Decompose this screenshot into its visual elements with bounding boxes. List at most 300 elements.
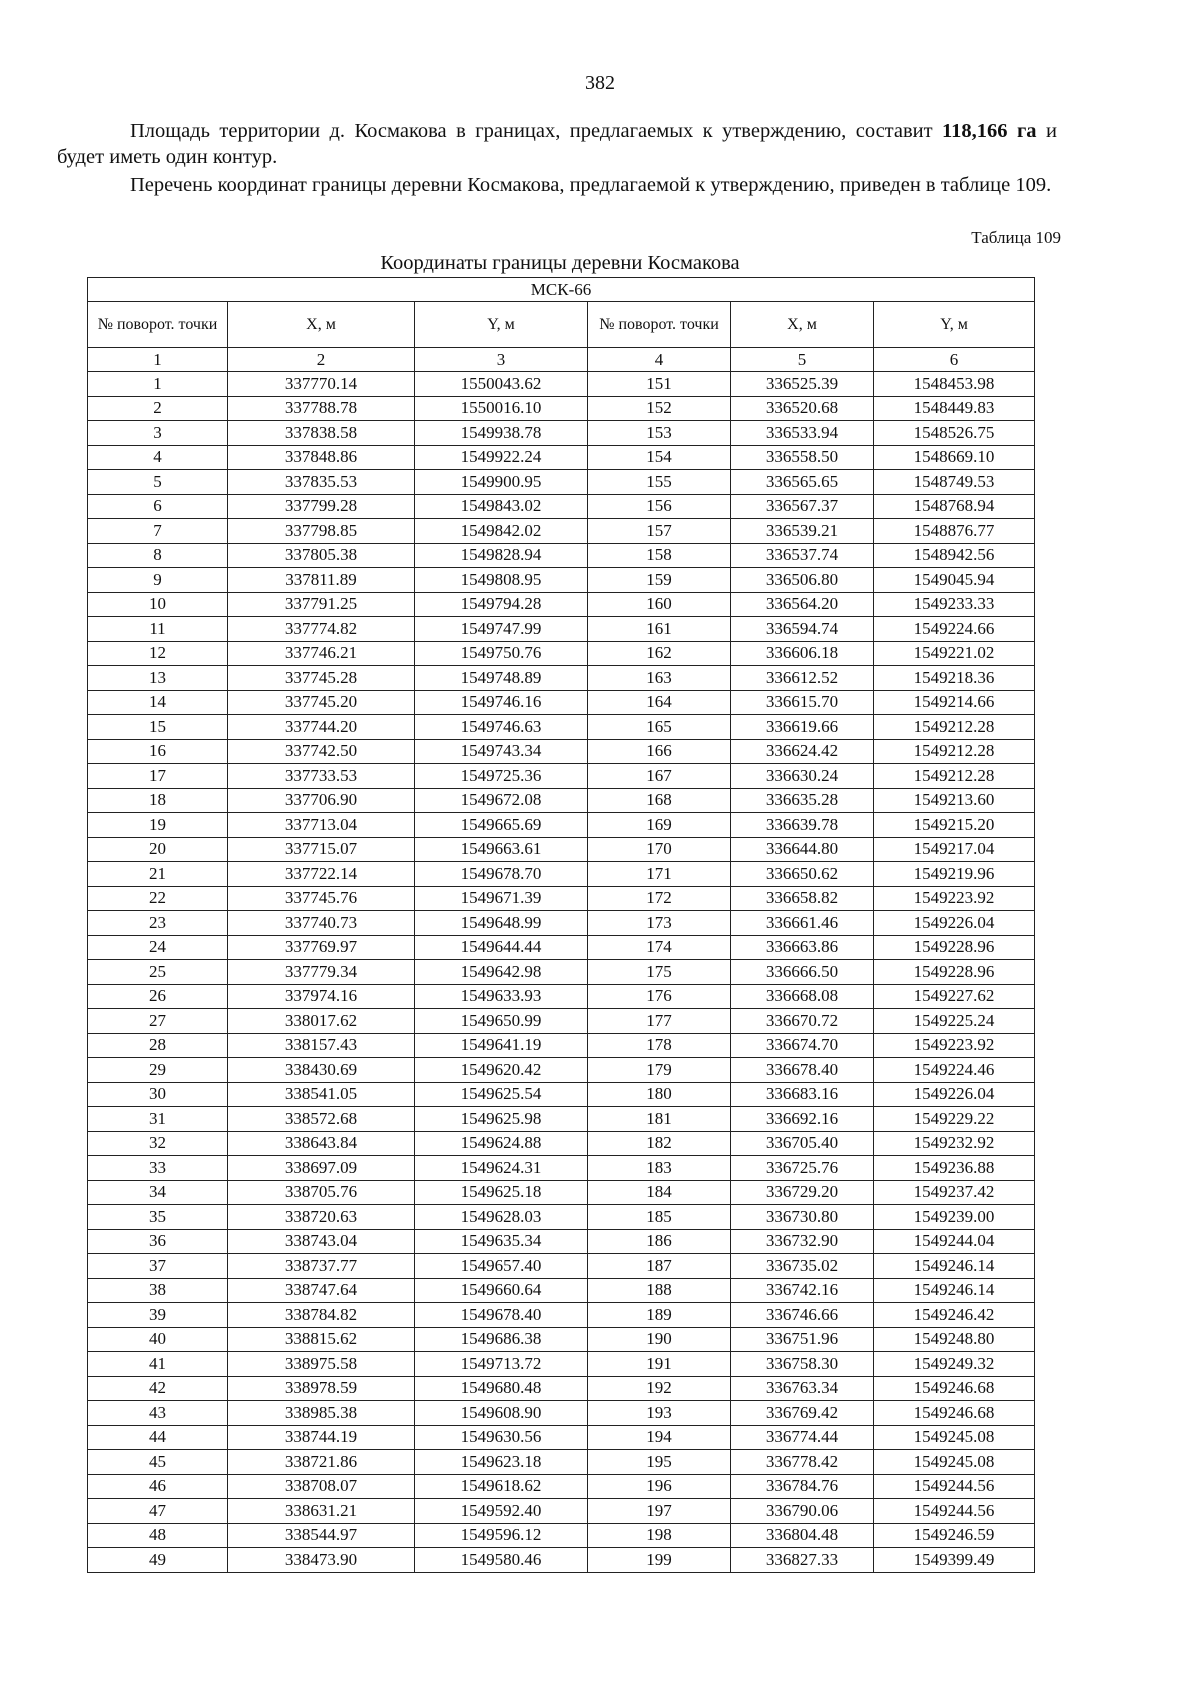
table-cell: 1549249.32: [874, 1352, 1035, 1377]
table-cell: 153: [588, 421, 731, 446]
table-cell: 29: [88, 1058, 228, 1083]
table-cell: 338157.43: [228, 1033, 415, 1058]
table-cell: 336533.94: [731, 421, 874, 446]
table-cell: 1549246.42: [874, 1303, 1035, 1328]
table-cell: 198: [588, 1523, 731, 1548]
table-cell: 1549245.08: [874, 1425, 1035, 1450]
column-header: № поворот. точки: [88, 302, 228, 348]
table-cell: 336705.40: [731, 1131, 874, 1156]
table-cell: 1550043.62: [415, 372, 588, 397]
table-cell: 338743.04: [228, 1229, 415, 1254]
table-cell: 337791.25: [228, 592, 415, 617]
table-cell: 48: [88, 1523, 228, 1548]
table-cell: 336525.39: [731, 372, 874, 397]
table-cell: 1549642.98: [415, 960, 588, 985]
table-row: [88, 1180, 1035, 1205]
table-cell: 337779.34: [228, 960, 415, 985]
table-cell: 1549212.28: [874, 764, 1035, 789]
table-cell: 338784.82: [228, 1303, 415, 1328]
table-cell: 162: [588, 641, 731, 666]
table-cell: 1549596.12: [415, 1523, 588, 1548]
table-cell: 336635.28: [731, 788, 874, 813]
table-cell: 338473.90: [228, 1548, 415, 1573]
table-cell: 1548749.53: [874, 470, 1035, 495]
table-row: [88, 1205, 1035, 1230]
table-cell: 185: [588, 1205, 731, 1230]
table-cell: 199: [588, 1548, 731, 1573]
table-cell: 1549228.96: [874, 960, 1035, 985]
table-cell: 176: [588, 984, 731, 1009]
table-cell: 337745.28: [228, 666, 415, 691]
table-cell: 337745.20: [228, 690, 415, 715]
table-cell: 1549663.61: [415, 837, 588, 862]
table-cell: 338815.62: [228, 1327, 415, 1352]
table-cell: 336683.16: [731, 1082, 874, 1107]
table-cell: 337722.14: [228, 862, 415, 887]
table-cell: 165: [588, 715, 731, 740]
table-cell: 1549665.69: [415, 813, 588, 838]
table-cell: 1549226.04: [874, 911, 1035, 936]
table-row: [88, 764, 1035, 789]
table-row: [88, 715, 1035, 740]
table-cell: 336624.42: [731, 739, 874, 764]
table-cell: 336565.65: [731, 470, 874, 495]
table-cell: 337799.28: [228, 494, 415, 519]
table-cell: 156: [588, 494, 731, 519]
table-cell: 338721.86: [228, 1450, 415, 1475]
table-cell: 336725.76: [731, 1156, 874, 1181]
table-cell: 1549212.28: [874, 739, 1035, 764]
table-cell: 336612.52: [731, 666, 874, 691]
area-value: 118,166 га: [942, 120, 1037, 142]
table-row: [88, 1352, 1035, 1377]
table-cell: 337774.82: [228, 617, 415, 642]
table-cell: 1549228.96: [874, 935, 1035, 960]
table-cell: 338985.38: [228, 1401, 415, 1426]
table-cell: 1549224.66: [874, 617, 1035, 642]
table-label: Таблица 109: [971, 228, 1061, 247]
table-cell: 151: [588, 372, 731, 397]
table-cell: 1549233.33: [874, 592, 1035, 617]
table-cell: 161: [588, 617, 731, 642]
table-cell: 1549743.34: [415, 739, 588, 764]
table-cell: 16: [88, 739, 228, 764]
table-cell: 38: [88, 1278, 228, 1303]
table-cell: 1549808.95: [415, 568, 588, 593]
table-cell: 1: [88, 372, 228, 397]
table-cell: 172: [588, 886, 731, 911]
table-cell: 1549245.08: [874, 1450, 1035, 1475]
table-cell: 49: [88, 1548, 228, 1573]
table-cell: 1549900.95: [415, 470, 588, 495]
table-cell: 337713.04: [228, 813, 415, 838]
table-cell: 33: [88, 1156, 228, 1181]
table-cell: 194: [588, 1425, 731, 1450]
table-cell: 1549938.78: [415, 421, 588, 446]
table-cell: 336658.82: [731, 886, 874, 911]
table-cell: 336666.50: [731, 960, 874, 985]
paragraph-area-text: Площадь территории д. Космакова в границах, предлагаемых к утверждению, составит: [130, 120, 943, 142]
table-cell: 1549657.40: [415, 1254, 588, 1279]
table-row: [88, 788, 1035, 813]
table-cell: 337769.97: [228, 935, 415, 960]
table-cell: 1549246.14: [874, 1278, 1035, 1303]
column-header: № поворот. точки: [588, 302, 731, 348]
table-cell: 14: [88, 690, 228, 715]
table-cell: 336758.30: [731, 1352, 874, 1377]
table-cell: 336778.42: [731, 1450, 874, 1475]
table-cell: 1549225.24: [874, 1009, 1035, 1034]
table-cell: 37: [88, 1254, 228, 1279]
table-cell: 336650.62: [731, 862, 874, 887]
table-cell: 336774.44: [731, 1425, 874, 1450]
column-number: 3: [415, 348, 588, 372]
table-cell: 336594.74: [731, 617, 874, 642]
table-row: [88, 1131, 1035, 1156]
table-cell: 1549623.18: [415, 1450, 588, 1475]
table-cell: 9: [88, 568, 228, 593]
table-cell: 1549246.68: [874, 1401, 1035, 1426]
table-row: [88, 372, 1035, 397]
table-cell: 337742.50: [228, 739, 415, 764]
table-cell: 336639.78: [731, 813, 874, 838]
table-cell: 168: [588, 788, 731, 813]
table-cell: 1549592.40: [415, 1499, 588, 1524]
table-cell: 44: [88, 1425, 228, 1450]
table-cell: 21: [88, 862, 228, 887]
table-cell: 338708.07: [228, 1474, 415, 1499]
table-row: [88, 421, 1035, 446]
table-cell: 1549828.94: [415, 543, 588, 568]
table-cell: 22: [88, 886, 228, 911]
table-cell: 1548669.10: [874, 445, 1035, 470]
table-cell: 1549620.42: [415, 1058, 588, 1083]
table-cell: 13: [88, 666, 228, 691]
table-cell: 338975.58: [228, 1352, 415, 1377]
table-cell: 1549218.36: [874, 666, 1035, 691]
table-cell: 338747.64: [228, 1278, 415, 1303]
column-header: Y, м: [415, 302, 588, 348]
table-cell: 1549713.72: [415, 1352, 588, 1377]
table-cell: 182: [588, 1131, 731, 1156]
column-number: 1: [88, 348, 228, 372]
table-cell: 336790.06: [731, 1499, 874, 1524]
table-cell: 195: [588, 1450, 731, 1475]
table-cell: 1549625.54: [415, 1082, 588, 1107]
table-cell: 336668.08: [731, 984, 874, 1009]
table-cell: 337706.90: [228, 788, 415, 813]
table-cell: 160: [588, 592, 731, 617]
table-cell: 1549214.66: [874, 690, 1035, 715]
table-cell: 174: [588, 935, 731, 960]
table-row: [88, 1327, 1035, 1352]
table-cell: 158: [588, 543, 731, 568]
table-cell: 1548453.98: [874, 372, 1035, 397]
table-cell: 167: [588, 764, 731, 789]
table-row: [88, 1156, 1035, 1181]
table-cell: 1549246.14: [874, 1254, 1035, 1279]
table-cell: 337770.14: [228, 372, 415, 397]
table-cell: 338720.63: [228, 1205, 415, 1230]
table-cell: 45: [88, 1450, 228, 1475]
table-cell: 190: [588, 1327, 731, 1352]
table-cell: 1549217.04: [874, 837, 1035, 862]
table-cell: 1550016.10: [415, 396, 588, 421]
table-cell: 1549227.62: [874, 984, 1035, 1009]
table-cell: 1549399.49: [874, 1548, 1035, 1573]
table-cell: 1549672.08: [415, 788, 588, 813]
table-row: [88, 470, 1035, 495]
table-cell: 170: [588, 837, 731, 862]
table-row: [88, 494, 1035, 519]
table-row: [88, 1425, 1035, 1450]
table-row: [88, 935, 1035, 960]
table-cell: 337744.20: [228, 715, 415, 740]
table-cell: 336644.80: [731, 837, 874, 862]
table-cell: 336506.80: [731, 568, 874, 593]
table-cell: 337746.21: [228, 641, 415, 666]
table-cell: 1549232.92: [874, 1131, 1035, 1156]
column-header: Y, м: [874, 302, 1035, 348]
table-cell: 336564.20: [731, 592, 874, 617]
table-cell: 1549246.68: [874, 1376, 1035, 1401]
table-cell: 8: [88, 543, 228, 568]
table-row: [88, 1058, 1035, 1083]
table-cell: 1549246.59: [874, 1523, 1035, 1548]
table-cell: 1549725.36: [415, 764, 588, 789]
table-cell: 338705.76: [228, 1180, 415, 1205]
table-cell: 1549746.16: [415, 690, 588, 715]
table-cell: 173: [588, 911, 731, 936]
table-cell: 336674.70: [731, 1033, 874, 1058]
table-cell: 1549648.99: [415, 911, 588, 936]
table-cell: 11: [88, 617, 228, 642]
table-cell: 1549748.89: [415, 666, 588, 691]
column-number: 6: [874, 348, 1035, 372]
table-row: [88, 1401, 1035, 1426]
table-cell: 1549224.46: [874, 1058, 1035, 1083]
table-cell: 1549618.62: [415, 1474, 588, 1499]
table-cell: 1549223.92: [874, 1033, 1035, 1058]
table-cell: 336742.16: [731, 1278, 874, 1303]
table-cell: 191: [588, 1352, 731, 1377]
table-cell: 1549686.38: [415, 1327, 588, 1352]
table-cell: 19: [88, 813, 228, 838]
table-row: [88, 1254, 1035, 1279]
table-row: [88, 1303, 1035, 1328]
table-cell: 178: [588, 1033, 731, 1058]
table-cell: 1549244.04: [874, 1229, 1035, 1254]
table-cell: 20: [88, 837, 228, 862]
table-cell: 1549678.70: [415, 862, 588, 887]
table-cell: 1549239.00: [874, 1205, 1035, 1230]
table-cell: 336558.50: [731, 445, 874, 470]
table-row: [88, 1278, 1035, 1303]
paragraph-area: [57, 118, 1057, 170]
table-cell: 336769.42: [731, 1401, 874, 1426]
coord-system: МСК-66: [88, 278, 1035, 302]
table-row: [88, 690, 1035, 715]
column-header: X, м: [228, 302, 415, 348]
table-cell: 1549580.46: [415, 1548, 588, 1573]
table-cell: 26: [88, 984, 228, 1009]
table-cell: 7: [88, 519, 228, 544]
table-row: [88, 1499, 1035, 1524]
table-cell: 1549221.02: [874, 641, 1035, 666]
table-cell: 186: [588, 1229, 731, 1254]
table-cell: 40: [88, 1327, 228, 1352]
table-cell: 46: [88, 1474, 228, 1499]
table-row: [88, 739, 1035, 764]
table-cell: 1549678.40: [415, 1303, 588, 1328]
column-number: 5: [731, 348, 874, 372]
table-cell: 157: [588, 519, 731, 544]
table-row: [88, 666, 1035, 691]
table-cell: 1549236.88: [874, 1156, 1035, 1181]
table-cell: 337974.16: [228, 984, 415, 1009]
table-row: [88, 592, 1035, 617]
table-row: [88, 960, 1035, 985]
table-cell: 338697.09: [228, 1156, 415, 1181]
table-cell: 159: [588, 568, 731, 593]
table-cell: 336615.70: [731, 690, 874, 715]
table-cell: 47: [88, 1499, 228, 1524]
table-cell: 34: [88, 1180, 228, 1205]
table-cell: 10: [88, 592, 228, 617]
table-cell: 6: [88, 494, 228, 519]
table-cell: 28: [88, 1033, 228, 1058]
table-cell: 1549229.22: [874, 1107, 1035, 1132]
table-cell: 336763.34: [731, 1376, 874, 1401]
table-cell: 336539.21: [731, 519, 874, 544]
table-row: [88, 568, 1035, 593]
table-cell: 336735.02: [731, 1254, 874, 1279]
table-cell: 1549635.34: [415, 1229, 588, 1254]
coordinates-table: [87, 277, 1035, 1573]
table-cell: 1548876.77: [874, 519, 1035, 544]
table-cell: 338978.59: [228, 1376, 415, 1401]
table-cell: 24: [88, 935, 228, 960]
table-cell: 1549680.48: [415, 1376, 588, 1401]
table-cell: 17: [88, 764, 228, 789]
table-cell: 338737.77: [228, 1254, 415, 1279]
table-cell: 1549843.02: [415, 494, 588, 519]
table-cell: 1549237.42: [874, 1180, 1035, 1205]
table-cell: 1549628.03: [415, 1205, 588, 1230]
table-cell: 338430.69: [228, 1058, 415, 1083]
table-cell: 1548942.56: [874, 543, 1035, 568]
table-cell: 31: [88, 1107, 228, 1132]
table-cell: 337848.86: [228, 445, 415, 470]
table-cell: 18: [88, 788, 228, 813]
table-cell: 337835.53: [228, 470, 415, 495]
table-cell: 15: [88, 715, 228, 740]
table-cell: 338631.21: [228, 1499, 415, 1524]
table-cell: 336663.86: [731, 935, 874, 960]
table-cell: 338544.97: [228, 1523, 415, 1548]
table-cell: 337838.58: [228, 421, 415, 446]
table-cell: 1549644.44: [415, 935, 588, 960]
table-title: Координаты границы деревни Космакова: [380, 252, 740, 274]
table-cell: 336567.37: [731, 494, 874, 519]
table-cell: 336661.46: [731, 911, 874, 936]
table-cell: 188: [588, 1278, 731, 1303]
table-cell: 1549660.64: [415, 1278, 588, 1303]
table-cell: 23: [88, 911, 228, 936]
table-row: [88, 1229, 1035, 1254]
table-row: [88, 1033, 1035, 1058]
table-cell: 1549641.19: [415, 1033, 588, 1058]
table-cell: 1549215.20: [874, 813, 1035, 838]
table-cell: 39: [88, 1303, 228, 1328]
table-cell: 1549633.93: [415, 984, 588, 1009]
table-row: [88, 1450, 1035, 1475]
table-row: [88, 445, 1035, 470]
table-cell: 189: [588, 1303, 731, 1328]
table-cell: 1549671.39: [415, 886, 588, 911]
table-row: [88, 1523, 1035, 1548]
table-cell: 337740.73: [228, 911, 415, 936]
table-cell: 1549244.56: [874, 1474, 1035, 1499]
table-row: [88, 1376, 1035, 1401]
table-cell: 1548449.83: [874, 396, 1035, 421]
table-cell: 196: [588, 1474, 731, 1499]
table-cell: 177: [588, 1009, 731, 1034]
table-cell: 1549630.56: [415, 1425, 588, 1450]
table-cell: 169: [588, 813, 731, 838]
table-row: [88, 1548, 1035, 1573]
table-row: [88, 1107, 1035, 1132]
table-cell: 155: [588, 470, 731, 495]
table-row: [88, 617, 1035, 642]
table-cell: 1549244.56: [874, 1499, 1035, 1524]
table-cell: 337745.76: [228, 886, 415, 911]
table-cell: 193: [588, 1401, 731, 1426]
table-row: [88, 813, 1035, 838]
table-cell: 183: [588, 1156, 731, 1181]
table-cell: 1548768.94: [874, 494, 1035, 519]
table-cell: 337715.07: [228, 837, 415, 862]
table-cell: 336751.96: [731, 1327, 874, 1352]
table-row: [88, 984, 1035, 1009]
table-cell: 42: [88, 1376, 228, 1401]
table-cell: 4: [88, 445, 228, 470]
table-row: [88, 1474, 1035, 1499]
table-cell: 1549624.31: [415, 1156, 588, 1181]
table-cell: 1549625.98: [415, 1107, 588, 1132]
table-cell: 337805.38: [228, 543, 415, 568]
table-cell: 1549212.28: [874, 715, 1035, 740]
table-cell: 43: [88, 1401, 228, 1426]
table-cell: 35: [88, 1205, 228, 1230]
table-row: [88, 519, 1035, 544]
table-cell: 166: [588, 739, 731, 764]
table-cell: 5: [88, 470, 228, 495]
column-number: 4: [588, 348, 731, 372]
table-cell: 336827.33: [731, 1548, 874, 1573]
table-cell: 41: [88, 1352, 228, 1377]
table-cell: 32: [88, 1131, 228, 1156]
table-cell: 179: [588, 1058, 731, 1083]
table-cell: 1549746.63: [415, 715, 588, 740]
table-row: [88, 1009, 1035, 1034]
table-cell: 1549747.99: [415, 617, 588, 642]
column-header: X, м: [731, 302, 874, 348]
table-cell: 1549650.99: [415, 1009, 588, 1034]
paragraph-area-tail: и будет иметь один контур.: [57, 120, 1057, 168]
table-cell: 192: [588, 1376, 731, 1401]
table-cell: 1549045.94: [874, 568, 1035, 593]
